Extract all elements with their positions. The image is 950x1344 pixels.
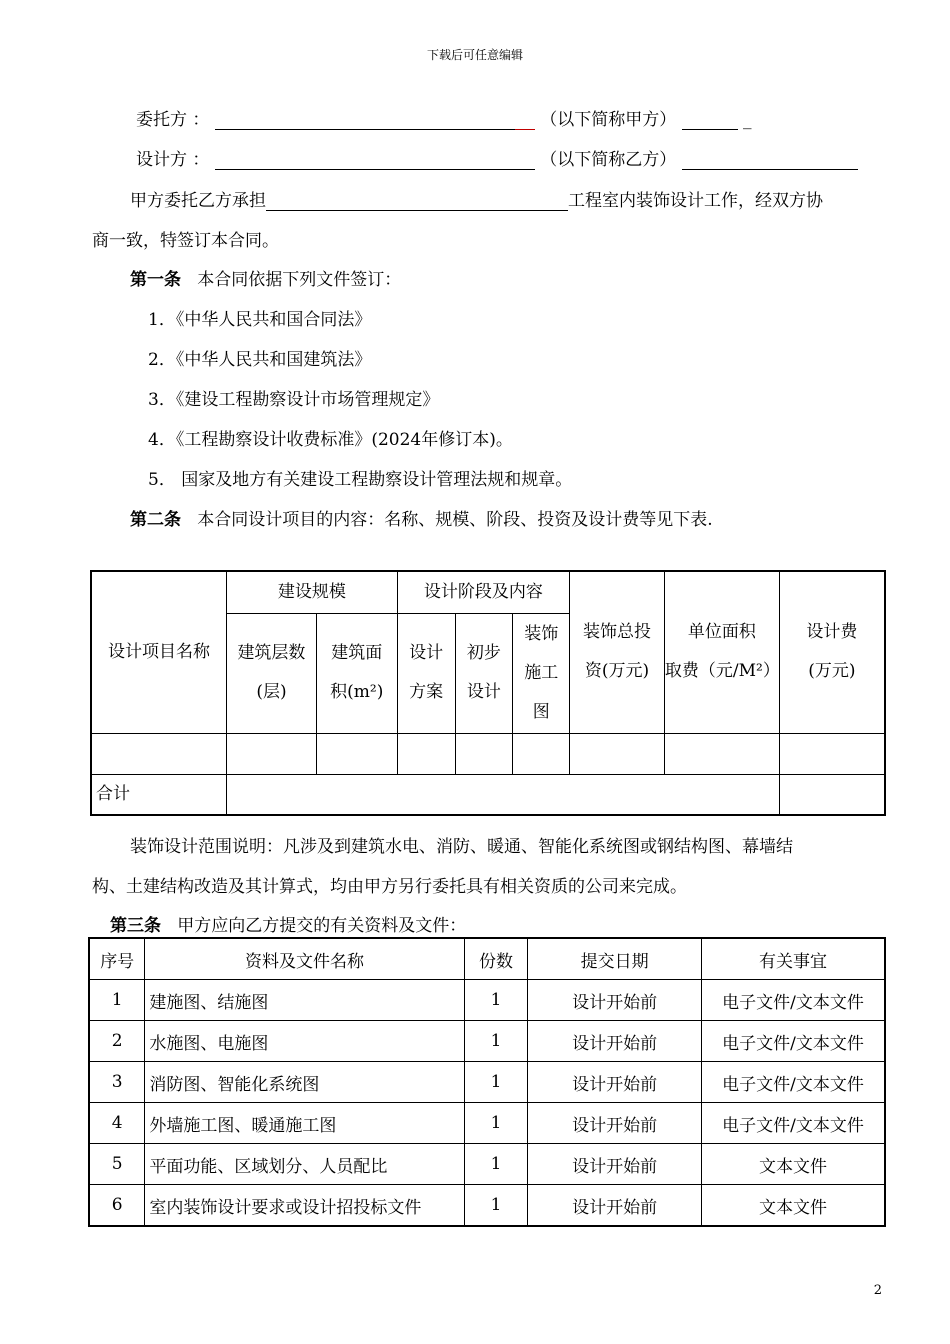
intro-suffix: 工程室内装饰设计工作，经双方协 bbox=[568, 191, 823, 211]
client-suffix: （以下简称甲方） bbox=[540, 110, 677, 130]
page-header-note: 下载后可任意编辑 bbox=[426, 48, 523, 62]
total-fee-cell[interactable] bbox=[779, 774, 885, 815]
client-line bbox=[136, 105, 752, 130]
article-3-text: 甲方应向乙方提交的有关资料及文件： bbox=[177, 916, 467, 936]
header-design-fee: 设计费 (万元) bbox=[779, 571, 885, 733]
client-extra-blank[interactable] bbox=[682, 111, 738, 130]
header-unit-fee: 单位面积 取费（元/M²） bbox=[664, 571, 779, 733]
client-tail: _ bbox=[743, 110, 752, 130]
table-row: 3 消防图、智能化系统图 1 设计开始前 电子文件/文本文件 bbox=[89, 1062, 885, 1103]
header-investment: 装饰总投 资(万元) bbox=[570, 571, 665, 733]
design-items-table bbox=[90, 570, 886, 816]
article-1-item: 4．《工程勘察设计收费标准》(2024年修订本)。 bbox=[148, 430, 513, 450]
designer-label: 设计方 ： bbox=[136, 150, 210, 170]
table-row: 5 平面功能、区域划分、人员配比 1 设计开始前 文本文件 bbox=[89, 1144, 885, 1185]
article-1-heading bbox=[130, 265, 401, 290]
article-2-text: 本合同设计项目的内容：名称、规模、阶段、投资及设计费等见下表. bbox=[197, 510, 713, 530]
col-header-name: 资料及文件名称 bbox=[145, 938, 464, 980]
article-1-item: 5． 国家及地方有关建设工程勘察设计管理法规和规章。 bbox=[148, 470, 573, 490]
page-number: 2 bbox=[873, 1283, 882, 1298]
documents-table bbox=[88, 937, 886, 1227]
col-header-index: 序号 bbox=[89, 938, 145, 980]
designer-name-blank[interactable] bbox=[215, 151, 535, 170]
article-2-title: 第二条 bbox=[130, 510, 181, 530]
client-label: 委托方 ： bbox=[136, 110, 210, 130]
article-3-title: 第三条 bbox=[110, 916, 161, 936]
header-stage: 设计阶段及内容 bbox=[397, 571, 570, 613]
article-1-item: 2．《中华人民共和国建筑法》 bbox=[148, 350, 372, 370]
col-header-date: 提交日期 bbox=[528, 938, 702, 980]
client-name-blank[interactable] bbox=[215, 111, 515, 130]
table-row: 6 室内装饰设计要求或设计招投标文件 1 设计开始前 文本文件 bbox=[89, 1185, 885, 1227]
table-header-row bbox=[89, 938, 885, 980]
header-construction: 装饰 施工 图 bbox=[513, 613, 570, 733]
col-header-copies: 份数 bbox=[464, 938, 528, 980]
total-row bbox=[91, 774, 885, 815]
intro-line-1 bbox=[130, 186, 823, 211]
header-floors: 建筑层数 (层) bbox=[227, 613, 317, 733]
scope-note-line-2: 构、土建结构改造及其计算式，均由甲方另行委托具有相关资质的公司来完成。 bbox=[92, 877, 687, 897]
designer-extra-blank[interactable] bbox=[682, 151, 858, 170]
intro-prefix: 甲方委托乙方承担 bbox=[130, 191, 266, 211]
client-name-blank-mark bbox=[515, 111, 535, 130]
project-name-blank[interactable] bbox=[266, 192, 568, 211]
article-1-item: 1．《中华人民共和国合同法》 bbox=[148, 310, 372, 330]
article-1-title: 第一条 bbox=[130, 270, 181, 290]
article-1-item: 3．《建设工程勘察设计市场管理规定》 bbox=[148, 390, 440, 410]
total-label: 合计 bbox=[91, 774, 227, 815]
header-project-name: 设计项目名称 bbox=[91, 571, 227, 733]
table-row: 4 外墙施工图、暖通施工图 1 设计开始前 电子文件/文本文件 bbox=[89, 1103, 885, 1144]
header-scale: 建设规模 bbox=[227, 571, 398, 613]
table-row bbox=[91, 733, 885, 774]
designer-line bbox=[136, 145, 858, 170]
article-1-text: 本合同依据下列文件签订： bbox=[197, 270, 402, 290]
scope-note-line-1: 装饰设计范围说明：凡涉及到建筑水电、消防、暖通、智能化系统图或钢结构图、幕墙结 bbox=[130, 837, 793, 857]
header-prelim: 初步 设计 bbox=[455, 613, 513, 733]
intro-line-2: 商一致，特签订本合同。 bbox=[92, 231, 279, 251]
designer-suffix: （以下简称乙方） bbox=[540, 150, 677, 170]
header-area: 建筑面 积(m²) bbox=[316, 613, 397, 733]
table-row: 1 建施图、结施图 1 设计开始前 电子文件/文本文件 bbox=[89, 980, 885, 1021]
total-span-cell[interactable] bbox=[227, 774, 780, 815]
article-3-heading bbox=[110, 911, 466, 936]
col-header-notes: 有关事宜 bbox=[701, 938, 885, 980]
header-scheme: 设计 方案 bbox=[397, 613, 455, 733]
table-row: 2 水施图、电施图 1 设计开始前 电子文件/文本文件 bbox=[89, 1021, 885, 1062]
article-2-heading bbox=[130, 505, 713, 530]
